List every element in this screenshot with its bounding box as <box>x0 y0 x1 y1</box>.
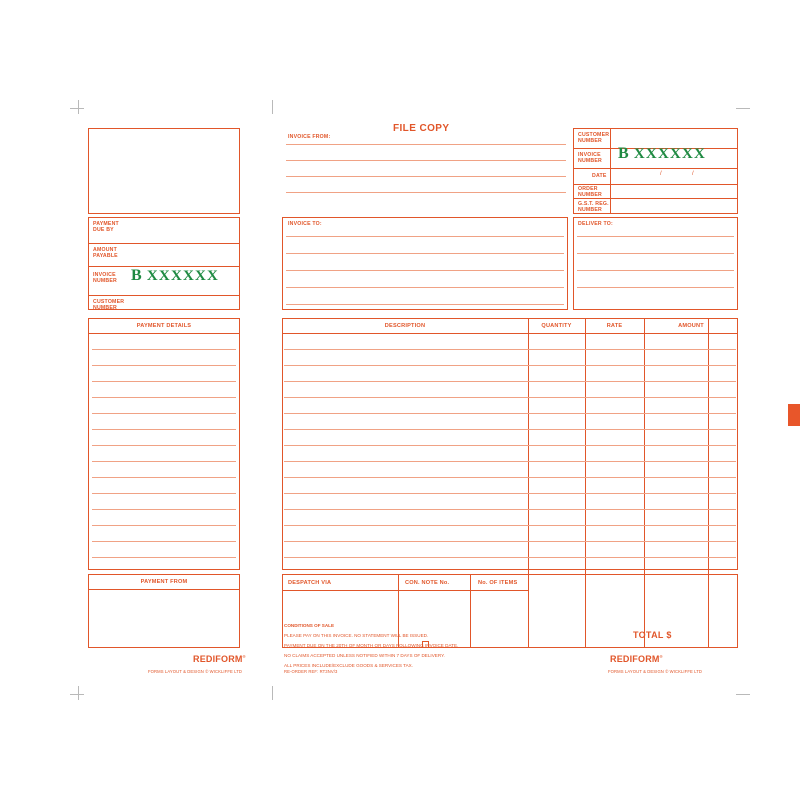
items-row-rule-9[interactable] <box>284 477 736 478</box>
payment-terms-checkbox[interactable] <box>422 641 429 648</box>
conditions-line-1: PLEASE PAY ON THIS INVOICE. NO STATEMENT WILL BE ISSUED. <box>284 633 429 638</box>
invoice-to-rule-1[interactable] <box>286 236 564 237</box>
items-row-rule-2[interactable] <box>284 365 736 366</box>
order-number-label-line1: ORDER <box>578 186 598 192</box>
crop-mark-top-left-v <box>78 100 79 114</box>
payment-details-rule-6[interactable] <box>92 429 236 430</box>
number-block-row-rule-4 <box>573 198 738 199</box>
page-title: FILE COPY <box>393 123 450 134</box>
invoice-to-rule-4[interactable] <box>286 287 564 288</box>
payment-details-box <box>88 318 240 570</box>
items-col-header-quantity: QUANTITY <box>541 323 572 329</box>
payment-details-rule-1[interactable] <box>92 349 236 350</box>
number-block-divider <box>610 128 611 214</box>
left-invoice-number-label-line1: INVOICE <box>93 272 116 278</box>
deliver-to-rule-2[interactable] <box>577 253 734 254</box>
payment-details-rule-9[interactable] <box>92 477 236 478</box>
serial-digits-left: XXXXXX <box>146 268 220 284</box>
serial-number-top <box>618 145 706 163</box>
payment-due-by-label-line2: DUE BY <box>93 227 114 233</box>
payment-from-box[interactable] <box>88 574 240 648</box>
brand-name-left: REDIFORM <box>193 654 243 664</box>
left-customer-number-label-line2: NUMBER <box>93 305 117 311</box>
left-customer-number-label-line1: CUSTOMER <box>93 299 125 305</box>
deliver-to-rule-1[interactable] <box>577 236 734 237</box>
con-note-label: CON. NOTE No. <box>405 580 450 586</box>
crop-mark-top-left-h <box>70 108 84 109</box>
date-slash-1: / <box>660 171 662 177</box>
items-row-rule-5[interactable] <box>284 413 736 414</box>
payment-from-heading: PAYMENT FROM <box>140 579 188 585</box>
payment-details-header-rule <box>88 333 240 334</box>
items-row-rule-1[interactable] <box>284 349 736 350</box>
conditions-heading <box>284 622 334 630</box>
invoice-to-rule-2[interactable] <box>286 253 564 254</box>
brand-logo-left <box>193 654 246 664</box>
crop-mark-bottom-right-h <box>736 694 750 695</box>
invoice-from-rule-2[interactable] <box>286 160 566 161</box>
brand-mark-right: ® <box>659 654 663 659</box>
gst-number-label-line1: G.S.T. REG. <box>578 201 609 207</box>
deliver-to-label: DELIVER TO: <box>578 221 613 227</box>
number-block-row-rule-2 <box>573 168 738 169</box>
crop-mark-top-right-h <box>736 108 750 109</box>
payment-due-by-label-line1: PAYMENT <box>93 221 119 227</box>
items-table-header-rule <box>282 333 738 334</box>
items-row-rule-10[interactable] <box>284 493 736 494</box>
brand-name-right: REDIFORM <box>610 654 660 664</box>
items-col-header-description: DESCRIPTION <box>384 323 426 329</box>
crop-mark-bottom-left-h <box>70 694 84 695</box>
invoice-to-rule-5[interactable] <box>286 304 564 305</box>
serial-prefix-left: B <box>131 267 143 284</box>
items-col-header-rate: RATE <box>606 323 623 329</box>
brand-mark-left: ® <box>242 654 246 659</box>
payment-summary-rule-1 <box>88 243 240 244</box>
total-currency-symbol: $ <box>666 630 672 640</box>
copyright-right: FORMS LAYOUT & DESIGN © WICKLIFFE LTD <box>608 669 703 674</box>
copyright-left: FORMS LAYOUT & DESIGN © WICKLIFFE LTD <box>148 669 243 674</box>
order-number-label-line2: NUMBER <box>578 192 602 198</box>
payment-details-rule-13[interactable] <box>92 541 236 542</box>
items-row-rule-11[interactable] <box>284 509 736 510</box>
payment-details-rule-7[interactable] <box>92 445 236 446</box>
date-slash-2: / <box>692 171 694 177</box>
reorder-ref: RE-ORDER REF: RT3NV/3 <box>284 669 338 674</box>
payment-details-rule-4[interactable] <box>92 397 236 398</box>
gst-number-label-line2: NUMBER <box>578 207 602 213</box>
invoice-number-label-line1: INVOICE <box>578 152 601 158</box>
items-row-rule-12[interactable] <box>284 525 736 526</box>
crop-mark-bottom-left-v <box>78 686 79 700</box>
items-col-header-amount: AMOUNT <box>678 323 704 329</box>
logo-box[interactable] <box>88 128 240 214</box>
items-row-rule-3[interactable] <box>284 381 736 382</box>
conditions-heading-text: CONDITIONS OF SALE <box>284 623 335 628</box>
despatch-divider-2 <box>470 574 471 648</box>
total-label: TOTAL <box>633 630 664 640</box>
payment-details-rule-5[interactable] <box>92 413 236 414</box>
invoice-from-rule-1[interactable] <box>286 144 566 145</box>
conditions-line-2: PAYMENT DUE ON THE 20TH OF MONTH OR DAYS FOLLOWING INVOICE DATE. <box>284 643 459 648</box>
items-table <box>282 318 738 570</box>
form-body <box>88 112 738 690</box>
payment-summary-rule-3 <box>88 295 240 296</box>
despatch-header-rule <box>282 590 528 591</box>
despatch-via-label: DESPATCH VIA <box>288 580 332 586</box>
payment-from-header-rule <box>88 589 240 590</box>
invoice-from-rule-3[interactable] <box>286 176 566 177</box>
total-label-group <box>633 630 672 640</box>
items-row-rule-6[interactable] <box>284 429 736 430</box>
date-label: DATE <box>592 173 607 179</box>
left-invoice-number-label-line2: NUMBER <box>93 278 117 284</box>
payment-details-rule-2[interactable] <box>92 365 236 366</box>
items-row-rule-13[interactable] <box>284 541 736 542</box>
number-block-row-rule-3 <box>573 184 738 185</box>
invoice-to-rule-3[interactable] <box>286 270 564 271</box>
payment-details-rule-10[interactable] <box>92 493 236 494</box>
amount-payable-label-line1: AMOUNT <box>93 247 117 253</box>
amount-payable-label-line2: PAYABLE <box>93 253 118 259</box>
deliver-to-rule-4[interactable] <box>577 287 734 288</box>
conditions-line-3: NO CLAIMS ACCEPTED UNLESS NOTIFIED WITHIN 7 DAYS OF DELIVERY. <box>284 653 445 658</box>
items-row-rule-8[interactable] <box>284 461 736 462</box>
serial-number-left <box>131 267 219 285</box>
invoice-to-label: INVOICE TO: <box>288 221 322 227</box>
invoice-number-label-line2: NUMBER <box>578 158 602 164</box>
customer-number-label-line1: CUSTOMER <box>578 132 610 138</box>
payment-details-rule-3[interactable] <box>92 381 236 382</box>
payment-details-rule-12[interactable] <box>92 525 236 526</box>
items-row-rule-7[interactable] <box>284 445 736 446</box>
payment-details-heading: PAYMENT DETAILS <box>136 323 192 329</box>
payment-details-rule-8[interactable] <box>92 461 236 462</box>
conditions-line-4: ALL PRICES INCLUDE/EXCLUDE GOODS & SERVICES TAX. <box>284 663 414 668</box>
payment-details-rule-14[interactable] <box>92 557 236 558</box>
invoice-to-box[interactable] <box>282 217 568 310</box>
invoice-from-rule-4[interactable] <box>286 192 566 193</box>
brand-logo-right <box>610 654 663 664</box>
no-of-items-label: No. OF ITEMS <box>478 580 518 586</box>
items-row-rule-4[interactable] <box>284 397 736 398</box>
page-edge-tab <box>788 404 800 426</box>
customer-number-label-line2: NUMBER <box>578 138 602 144</box>
deliver-to-box[interactable] <box>573 217 738 310</box>
invoice-from-label: INVOICE FROM: <box>288 134 331 140</box>
serial-prefix-top: B <box>618 145 630 162</box>
deliver-to-rule-3[interactable] <box>577 270 734 271</box>
items-row-rule-14[interactable] <box>284 557 736 558</box>
payment-details-rule-11[interactable] <box>92 509 236 510</box>
serial-digits-top: XXXXXX <box>633 146 707 162</box>
